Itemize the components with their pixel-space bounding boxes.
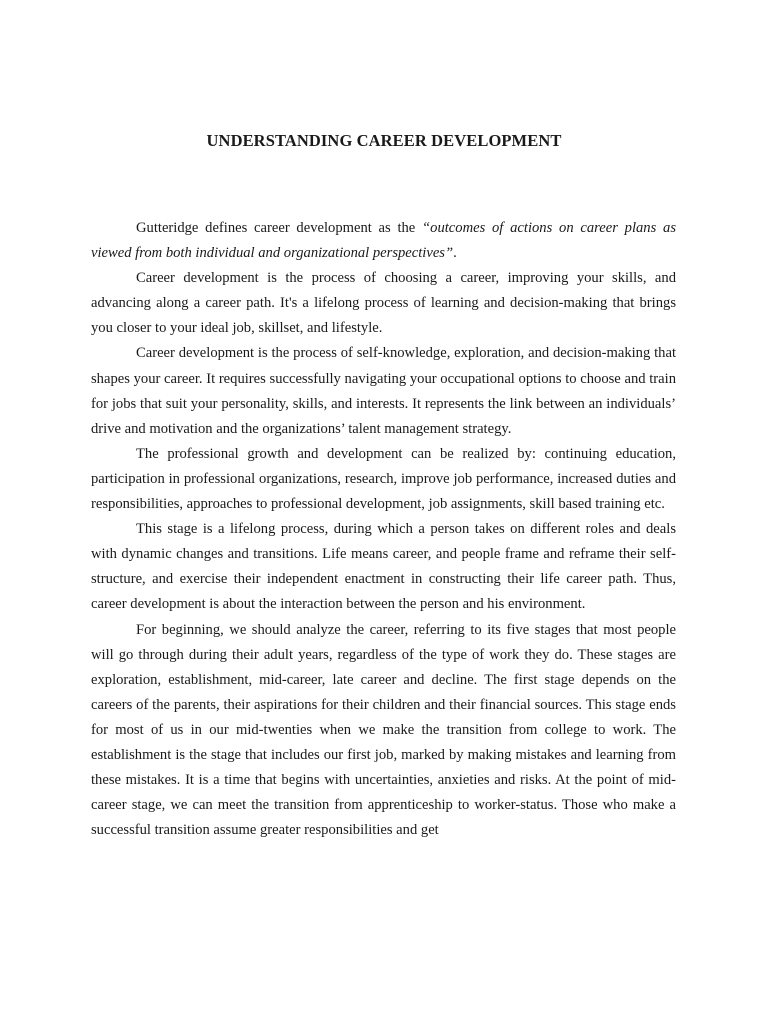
paragraph-definition-lead: Gutteridge defines career development as the: [136, 220, 423, 236]
paragraph-definition-tail: .: [453, 245, 457, 262]
document-body: [91, 216, 676, 843]
document-title: UNDERSTANDING CAREER DEVELOPMENT: [206, 131, 562, 150]
paragraph-definition: [91, 216, 676, 266]
definition-quote: “outcomes of actions on career plans as viewed from both individual and organizational perspectives”: [91, 220, 676, 262]
paragraph-lifelong-process: This stage is a lifelong process, during which a person takes on different roles and deals with dynamic changes and transitions. Life means career, and people frame and reframe their self-structure, and exercise their independent enactment in constructing their life career path. Thus, career development is about the interaction between the person and his environment.: [91, 521, 676, 613]
paragraph-professional-growth: The professional growth and development can be realized by: continuing education, participation in professional organizations, research, improve job performance, increased duties and responsibilities, approaches to professional development, job assignments, skill based training etc.: [91, 445, 676, 513]
paragraph-career-stages: For beginning, we should analyze the career, referring to its five stages that most people will go through during their adult years, regardless of the type of work they do. These stages are exploration, establishment, mid-career, late career and decline. The first stage depends on the careers of the parents, their aspirations for their children and their financial sources. This stage ends for most of us in our mid-twenties when we make the transition from college to work. The establishment is the stage that includes our first job, marked by making mistakes and learning from these mistakes. It is a time that begins with uncertainties, anxieties and risks. At the point of mid-career stage, we can meet the transition from apprenticeship to worker-status. Those who make a successful transition assume greater responsibilities and get: [91, 621, 676, 839]
paragraph-self-knowledge: Career development is the process of self-knowledge, exploration, and decision-making that shapes your career. It requires successfully navigating your occupational options to choose and train for jobs that suit your personality, skills, and interests. It represents the link between an individuals’ drive and motivation and the organizations’ talent management strategy.: [91, 345, 676, 437]
paragraph-career-process: Career development is the process of choosing a career, improving your skills, and advancing along a career path. It's a lifelong process of learning and decision-making that brings you closer to your ideal job, skillset, and lifestyle.: [91, 270, 676, 337]
